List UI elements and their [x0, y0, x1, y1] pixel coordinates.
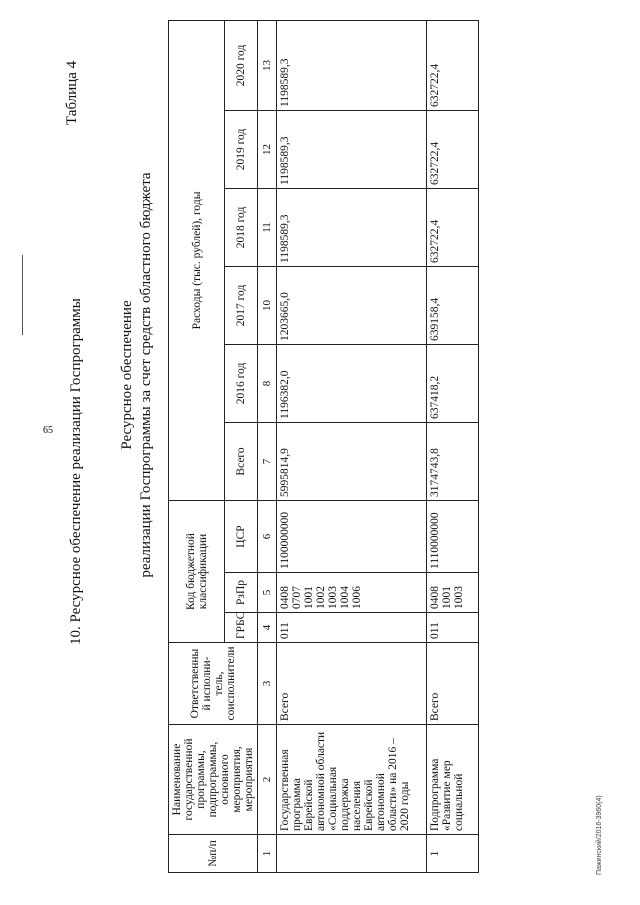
subtitle-line-1: Ресурсное обеспечение [119, 300, 135, 450]
footer-code: Пажинский/2016-3960(4) [596, 795, 603, 875]
row-responsible: Всего [427, 643, 479, 725]
col-number: 2 [258, 725, 277, 835]
table-row [277, 20, 427, 872]
header-2019: 2019 год [225, 110, 258, 188]
row-rzpr: 0408 0707 1001 1002 1003 1004 1006 [277, 573, 427, 613]
table-row [427, 20, 479, 872]
header-grbs: ГРБС [225, 613, 258, 643]
page-number: 65 [43, 425, 53, 436]
header-expenses: Расходы (тыс. рублей), годы [169, 20, 225, 500]
col-number: 6 [258, 500, 277, 572]
header-2017: 2017 год [225, 266, 258, 344]
row-name: Подпрограмма «Развитие мер социальной [427, 725, 479, 835]
subtitle-line-2: реализации Госпрограммы за счет средств областного бюджета [138, 172, 154, 578]
header-csr: ЦСР [225, 500, 258, 572]
row-2020: 1198589,3 [277, 20, 427, 110]
col-number: 8 [258, 344, 277, 422]
header-2018: 2018 год [225, 188, 258, 266]
row-num: 1 [427, 835, 479, 873]
header-2020: 2020 год [225, 20, 258, 110]
col-number: 1 [258, 835, 277, 873]
row-2017: 1203665,0 [277, 266, 427, 344]
row-num [277, 835, 427, 873]
row-grbs: 011 [277, 613, 427, 643]
col-number: 5 [258, 573, 277, 613]
row-responsible: Всего [277, 643, 427, 725]
col-number: 7 [258, 422, 277, 500]
row-2019: 1198589,3 [277, 110, 427, 188]
row-2017: 639158,4 [427, 266, 479, 344]
header-total: Всего [225, 422, 258, 500]
header-2016: 2016 год [225, 344, 258, 422]
row-name: Государственная программа Еврейской автономной области «Социальная поддержка населения Еврейской автономной области» на 2016 – 2020 годы [277, 725, 427, 835]
row-grbs: 011 [427, 613, 479, 643]
col-number: 3 [258, 643, 277, 725]
row-csr: 1100000000 [277, 500, 427, 572]
col-number: 11 [258, 188, 277, 266]
row-2016: 637418,2 [427, 344, 479, 422]
column-number-row [258, 20, 277, 872]
top-rule [22, 255, 23, 335]
col-number: 13 [258, 20, 277, 110]
col-number: 4 [258, 613, 277, 643]
table-subtitle [118, 155, 156, 595]
header-name: Наименование государственной программы, подпрограммы, основного мероприятия, мероприятия [169, 725, 258, 835]
col-number: 12 [258, 110, 277, 188]
row-2018: 1198589,3 [277, 188, 427, 266]
row-rzpr: 0408 1001 1003 [427, 573, 479, 613]
row-csr: 1110000000 [427, 500, 479, 572]
header-responsible: Ответственны й исполни-тель, соисполнители [169, 643, 258, 725]
table-label: Таблица 4 [64, 60, 80, 125]
section-title: 10. Ресурсное обеспечение реализации Госпрограммы [68, 298, 84, 645]
row-2020: 632722,4 [427, 20, 479, 110]
header-num: №п/п [169, 835, 258, 873]
rotated-page-content [10, 15, 630, 895]
resource-table [168, 20, 479, 873]
header-budget-code: Код бюджетной классификации [169, 500, 225, 642]
row-2019: 632722,4 [427, 110, 479, 188]
row-2016: 1196382,0 [277, 344, 427, 422]
header-rzpr: РзПр [225, 573, 258, 613]
row-total: 3174743,8 [427, 422, 479, 500]
row-total: 5995814,9 [277, 422, 427, 500]
row-2018: 632722,4 [427, 188, 479, 266]
col-number: 10 [258, 266, 277, 344]
